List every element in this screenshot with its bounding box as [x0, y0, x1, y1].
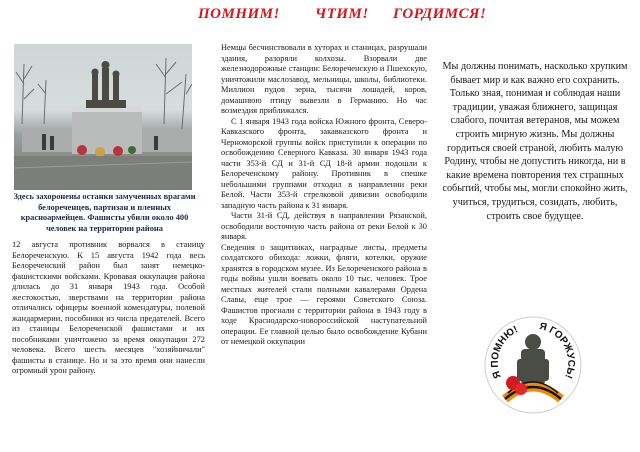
occupation-paragraph: 12 августа противник ворвался в станицу Белореченскую. К 15 августа 1942 года весь Белореченский район был занят немецко-фашистскими войсками. Кровавая оккупация района длилась до 31 января 1943 года. Особой жестокостью, зверствами на территории района отличались офицеры военной комендатуры, полевой жандармерии, пособники из числа предателей. Всего из станицы Белореченской фашистами и их пособниками уничтожено за время оккупации 272 человека. Всего шесть месяцев "хозяйничали" фашисты в станице. Но и за это время они нанесли огромный урон району. — [12, 240, 205, 375]
museum-paragraph: Сведения о защитниках, наградные листы, предметы солдатского обихода: ложки, фляги, котелки, оружие хранятся в городском музее. Из Белореченского района в годы войны ушли воевать около 10 тыс. человек. Трое местных жителей стали полными кавалерами Ордена Славы, еще трое — героями Советского Союза. Фашистов прогнали с территории района в 1943 году в ходе Краснодарско-новороссийской наступательной операции. Ее главной целью было освобождение Кубани от немецкой оккупации — [221, 242, 427, 346]
header-word-proud: ГОРДИМСЯ! — [393, 6, 487, 22]
memorial-photo — [14, 44, 192, 190]
header-word-remember: ПОМНИМ! — [198, 6, 280, 22]
history-column-middle — [221, 43, 427, 348]
eastern-liberation-paragraph: Части 31-й СД, действуя в направлении Рязанской, освободили восточную часть района от реки Белой к 30 января. — [221, 211, 427, 241]
badge-remember-text: Я ПОМНЮ! — [489, 324, 520, 380]
header-word-honor: ЧТИМ! — [315, 6, 369, 22]
history-column-left — [12, 240, 205, 377]
remembrance-badge — [483, 315, 583, 415]
liberation-paragraph: С 1 января 1943 года войска Южного фронта, Северо-Кавказского фронта, закавказского фронта и Черноморской группы войск приступили к операции по освобождению Северного Кавказа. 30 января 1943 года части 353-й СД и 31-й СД 18-й армии подошли к Белореченскому району. Противник в спешке небольшими группами отходил в направлении реки Белой. Части 353-й стрелковой дивизии освободили западную часть района к 31 января. — [221, 116, 427, 210]
photo-caption: Здесь захоронены останки замученных врагами белореченцев, партизан и пленных красноармейцев. Фашисты убили около 400 человек на территории района — [13, 192, 196, 233]
page-header — [0, 6, 640, 28]
reflection-column: Мы должны понимать, насколько хрупким бывает мир и как важно его сохранить. Только зная, понимая и соблюдая наши традиции, уважая ближнего, защищая слабого, почитая ветеранов, мы можем строить мирную жизнь. Мы должны гордиться своей страной, любить малую Родину, чтобы не допустить никогда, ни в какие времена повторения тех страшных событий, чтобы мы, могли спокойно жить, учиться, трудиться, созидать, любить, строить свое будущее. — [442, 61, 628, 222]
badge-proud-text: Я ГОРЖУСЬ! — [538, 321, 577, 380]
destruction-paragraph: Немцы бесчинствовали в хуторах и станицах, разрушали здания, разоряли колхозы. Взорвали две железнодорожные станции: Белореченскую и Пшехскую, уничтожили маслозавод, мельницы, школы, библиотеки. Миллион пудов зерна, тысячи лошадей, коров, домашнюю птицу вывезли в Германию. Но час возмездия приближался. — [221, 43, 427, 115]
